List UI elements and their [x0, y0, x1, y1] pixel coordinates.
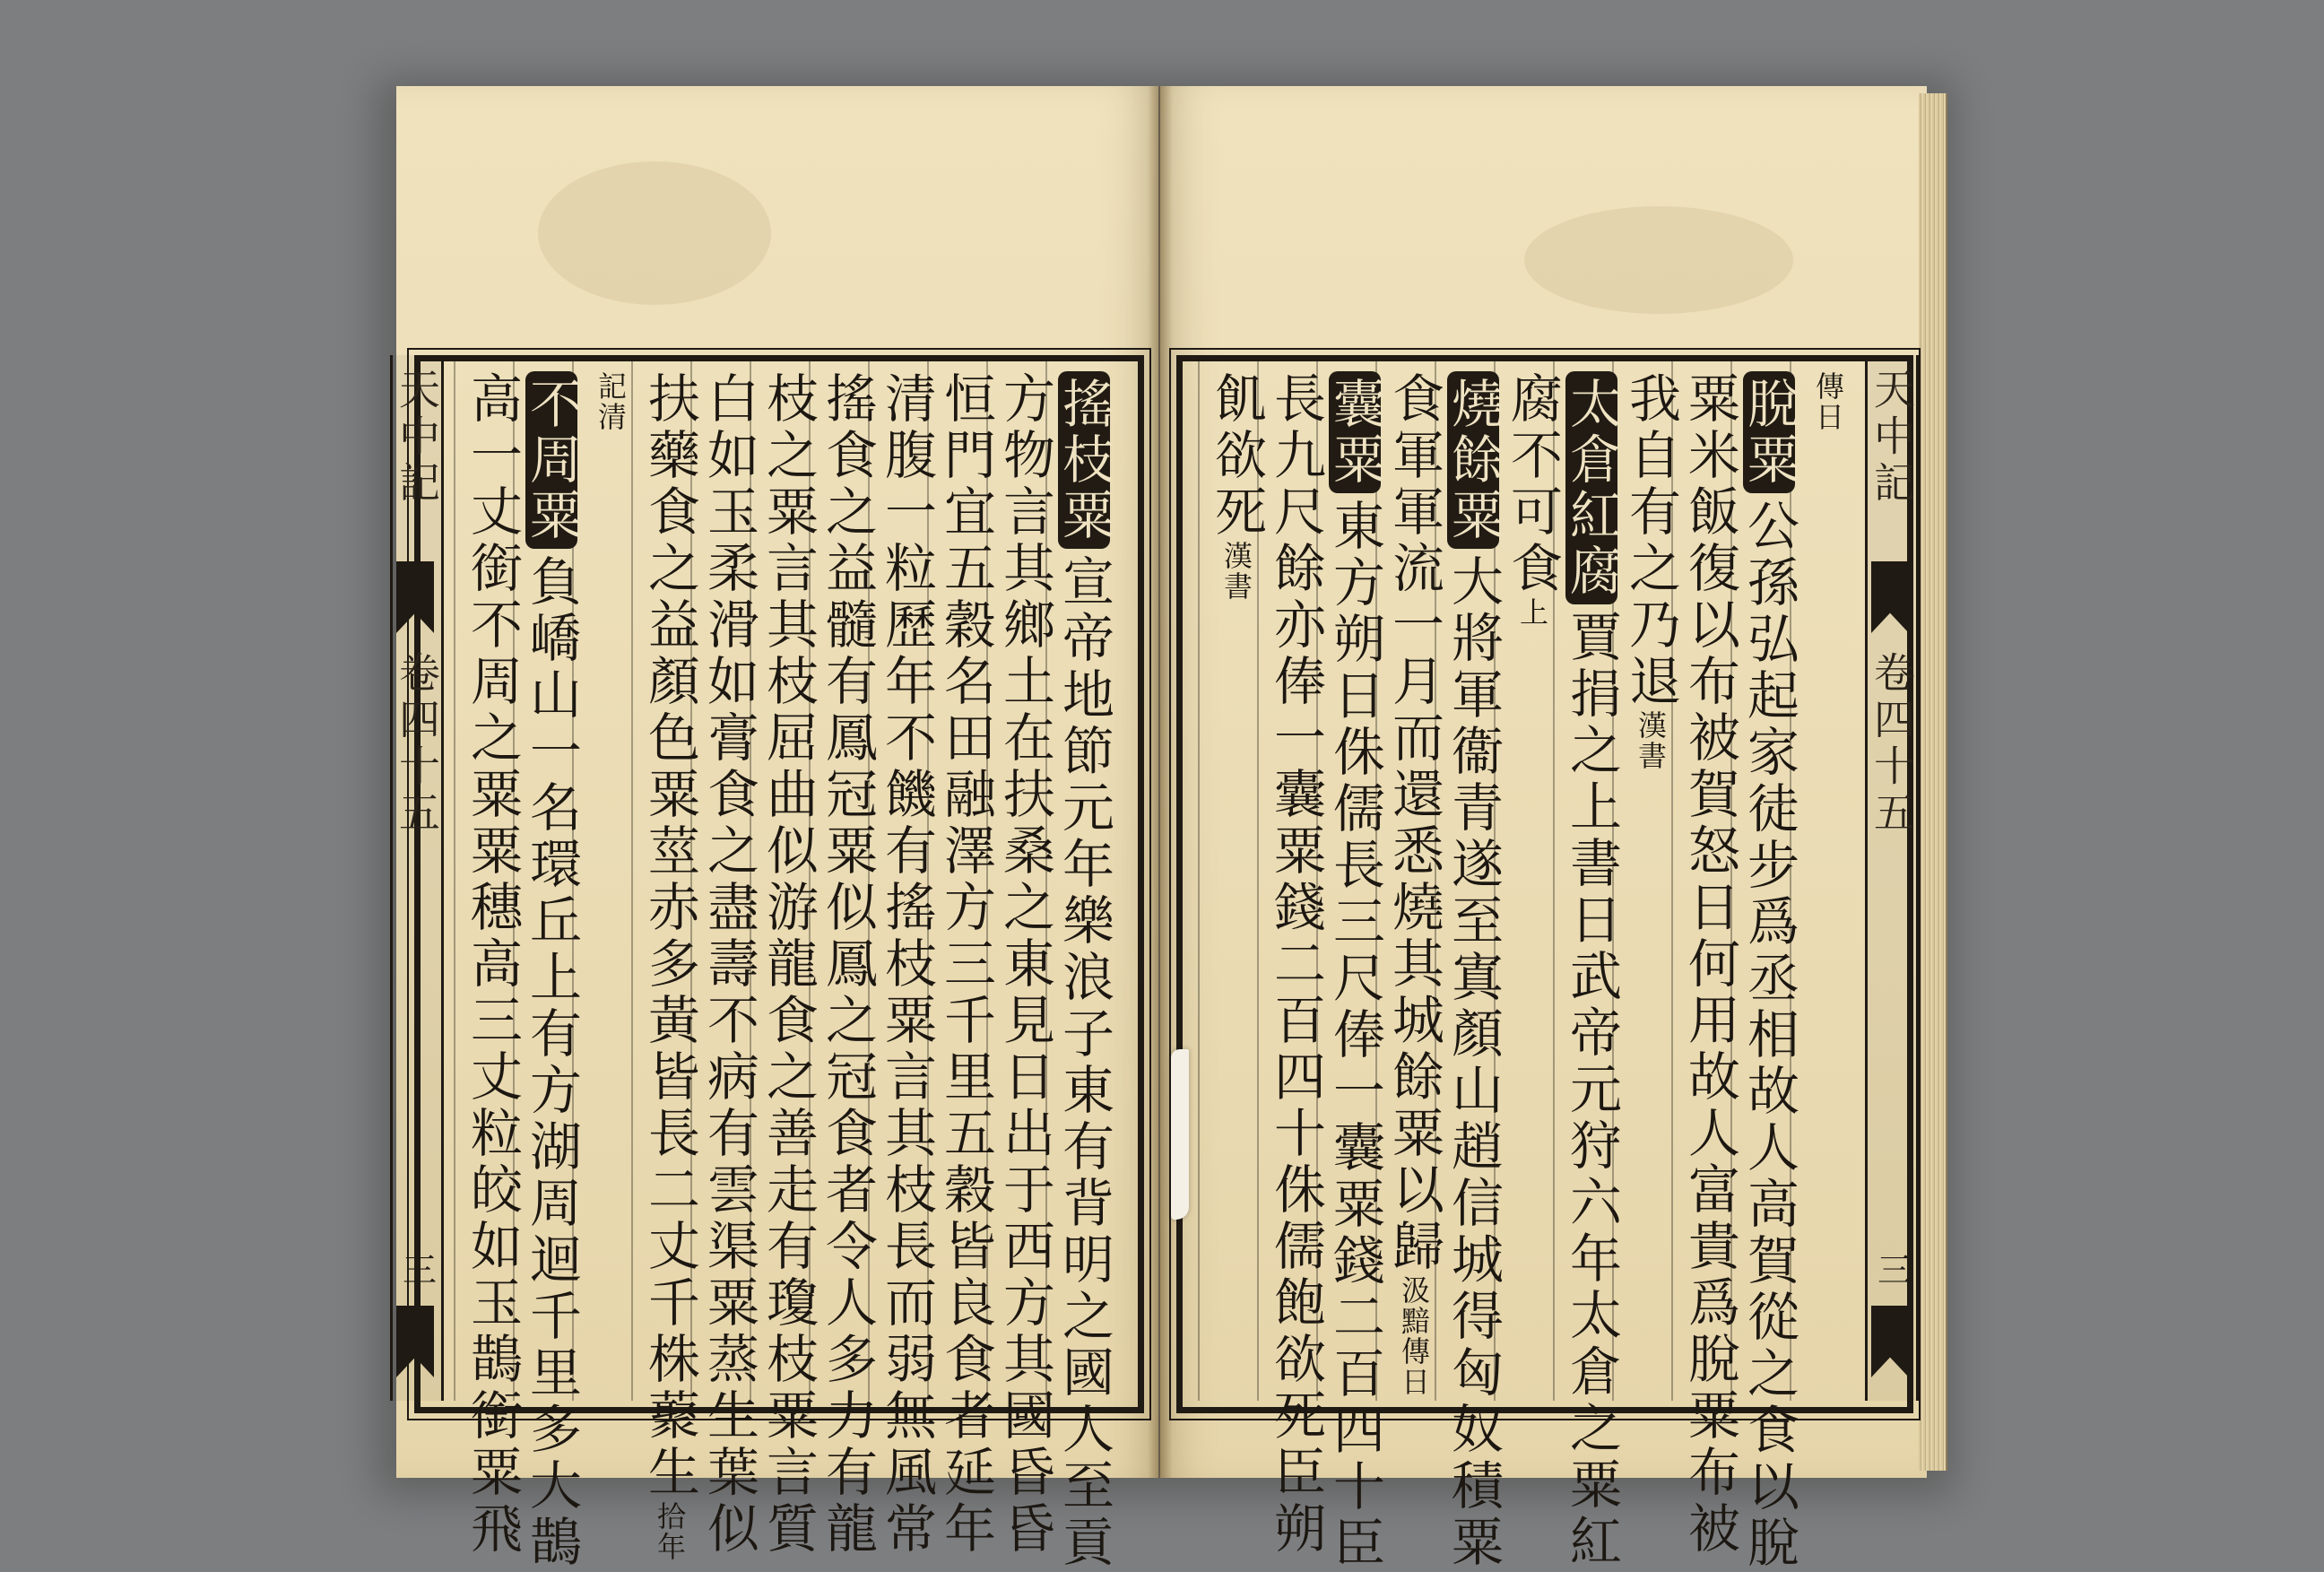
banner-title: 天中記 — [1868, 368, 1916, 508]
right-banner-strip — [1865, 355, 1919, 1401]
book-gutter — [1148, 86, 1173, 1478]
column-text: 扶藥食之益顏色粟莖赤多黃皆長二丈千株藂生 — [639, 371, 700, 1501]
folio-number: 三 — [396, 1252, 437, 1286]
column-text: 恒門宜五穀名田融澤方三千里五穀皆良食者延年 — [935, 371, 996, 1558]
text-column — [698, 371, 759, 1558]
entry-heading-tag: 搖枝粟 — [1058, 371, 1110, 549]
text-column — [1502, 371, 1563, 1385]
text-column — [639, 371, 700, 1562]
fish-tail-mark — [1871, 561, 1909, 633]
column-text: 負嶠山一名環丘上有方湖周迴千里多大鵲 — [521, 554, 582, 1571]
column-rule — [1198, 355, 1200, 1401]
fish-tail-mark — [1871, 1306, 1909, 1377]
left-banner-strip — [390, 355, 444, 1401]
column-text: 長九尺餘亦俸一囊粟錢二百四十侏儒飽欲死臣朔 — [1265, 371, 1326, 1558]
text-column — [758, 371, 819, 1558]
entry-heading-tag: 囊粟 — [1329, 371, 1381, 493]
column-text: 公孫弘起家徒步爲丞相故人高賀從之食以脫 — [1739, 499, 1799, 1572]
banner-title: 天中記 — [393, 368, 441, 508]
column-text: 白如玉柔滑如膏食之盡壽不病有雲渠粟蒸生葉似 — [698, 371, 759, 1558]
column-text: 大將軍衞青遂至寘顏山趙信城得匈奴積粟 — [1443, 554, 1504, 1571]
text-column — [585, 371, 637, 1385]
column-text: 粟米飯復以布被賀怒日何用故人富貴爲脫粟布被 — [1679, 371, 1740, 1558]
entry-heading-tag: 燒餘粟 — [1447, 371, 1499, 549]
source-note: 拾年 — [653, 1501, 687, 1562]
column-text: 方物言其鄉土在扶桑之東見日出于西方其國昏昏 — [994, 371, 1055, 1558]
column-text: 腐不可食 — [1502, 371, 1563, 597]
banner-volume: 卷四十五 — [1868, 651, 1916, 838]
text-column — [1561, 371, 1622, 1570]
text-column — [1802, 371, 1854, 1385]
column-text: 我自有之乃退 — [1620, 371, 1681, 710]
source-note: 上 — [1515, 597, 1549, 628]
column-text: 搖食之益髓有鳳冠粟似鳳之冠食者令人多力有龍 — [817, 371, 878, 1558]
source-note: 記清 — [594, 371, 628, 432]
text-column — [1054, 371, 1114, 1571]
source-note: 汲黯傳日 — [1397, 1275, 1431, 1397]
text-column — [817, 371, 878, 1558]
paper-stain — [1524, 206, 1793, 314]
entry-heading-tag: 脫粟 — [1743, 371, 1795, 493]
column-text: 清腹一粒歷年不饑有搖枝粟言其枝長而弱無風常 — [876, 371, 937, 1558]
text-column — [1620, 371, 1681, 1385]
paper-tear — [1171, 1049, 1189, 1220]
text-column — [935, 371, 996, 1558]
source-note: 傳日 — [1811, 371, 1845, 432]
column-text: 高一丈銜不周之粟粟穗高三丈粒皎如玉鵲銜粟飛 — [462, 371, 523, 1558]
column-text: 宣帝地節元年樂浪子東有背明之國人至貢 — [1054, 554, 1114, 1571]
column-text: 食軍軍流一月而還悉燒其城餘粟以歸 — [1383, 371, 1444, 1275]
text-column — [1679, 371, 1740, 1558]
source-note: 漢書 — [1634, 710, 1668, 771]
text-column — [1206, 371, 1267, 1385]
entry-heading-tag: 太倉紅腐 — [1565, 371, 1617, 604]
column-text: 枝之粟言其枝屈曲似游龍食之善走有瓊枝粟言質 — [758, 371, 819, 1558]
banner-volume: 卷四十五 — [393, 651, 441, 838]
source-note: 漢書 — [1219, 541, 1253, 602]
fish-tail-mark — [396, 1306, 434, 1377]
column-text: 東方朔日侏儒長三尺俸一囊粟錢二百四十臣 — [1324, 499, 1385, 1572]
entry-heading-tag: 不周粟 — [525, 371, 577, 549]
text-column — [521, 371, 582, 1571]
fore-edge-pages — [1919, 93, 1947, 1471]
text-column — [876, 371, 937, 1558]
text-column — [1265, 371, 1326, 1558]
text-column — [1383, 371, 1444, 1397]
text-column — [1324, 371, 1385, 1572]
column-text: 賈捐之上書日武帝元狩六年太倉之粟紅 — [1561, 610, 1622, 1570]
text-column — [1739, 371, 1799, 1572]
column-text: 飢欲死 — [1206, 371, 1267, 541]
text-column — [1443, 371, 1504, 1571]
folio-number: 三 — [1871, 1252, 1912, 1286]
text-column — [994, 371, 1055, 1558]
paper-stain — [538, 161, 771, 305]
fish-tail-mark — [396, 561, 434, 633]
text-column — [462, 371, 523, 1558]
column-rule — [454, 355, 455, 1401]
